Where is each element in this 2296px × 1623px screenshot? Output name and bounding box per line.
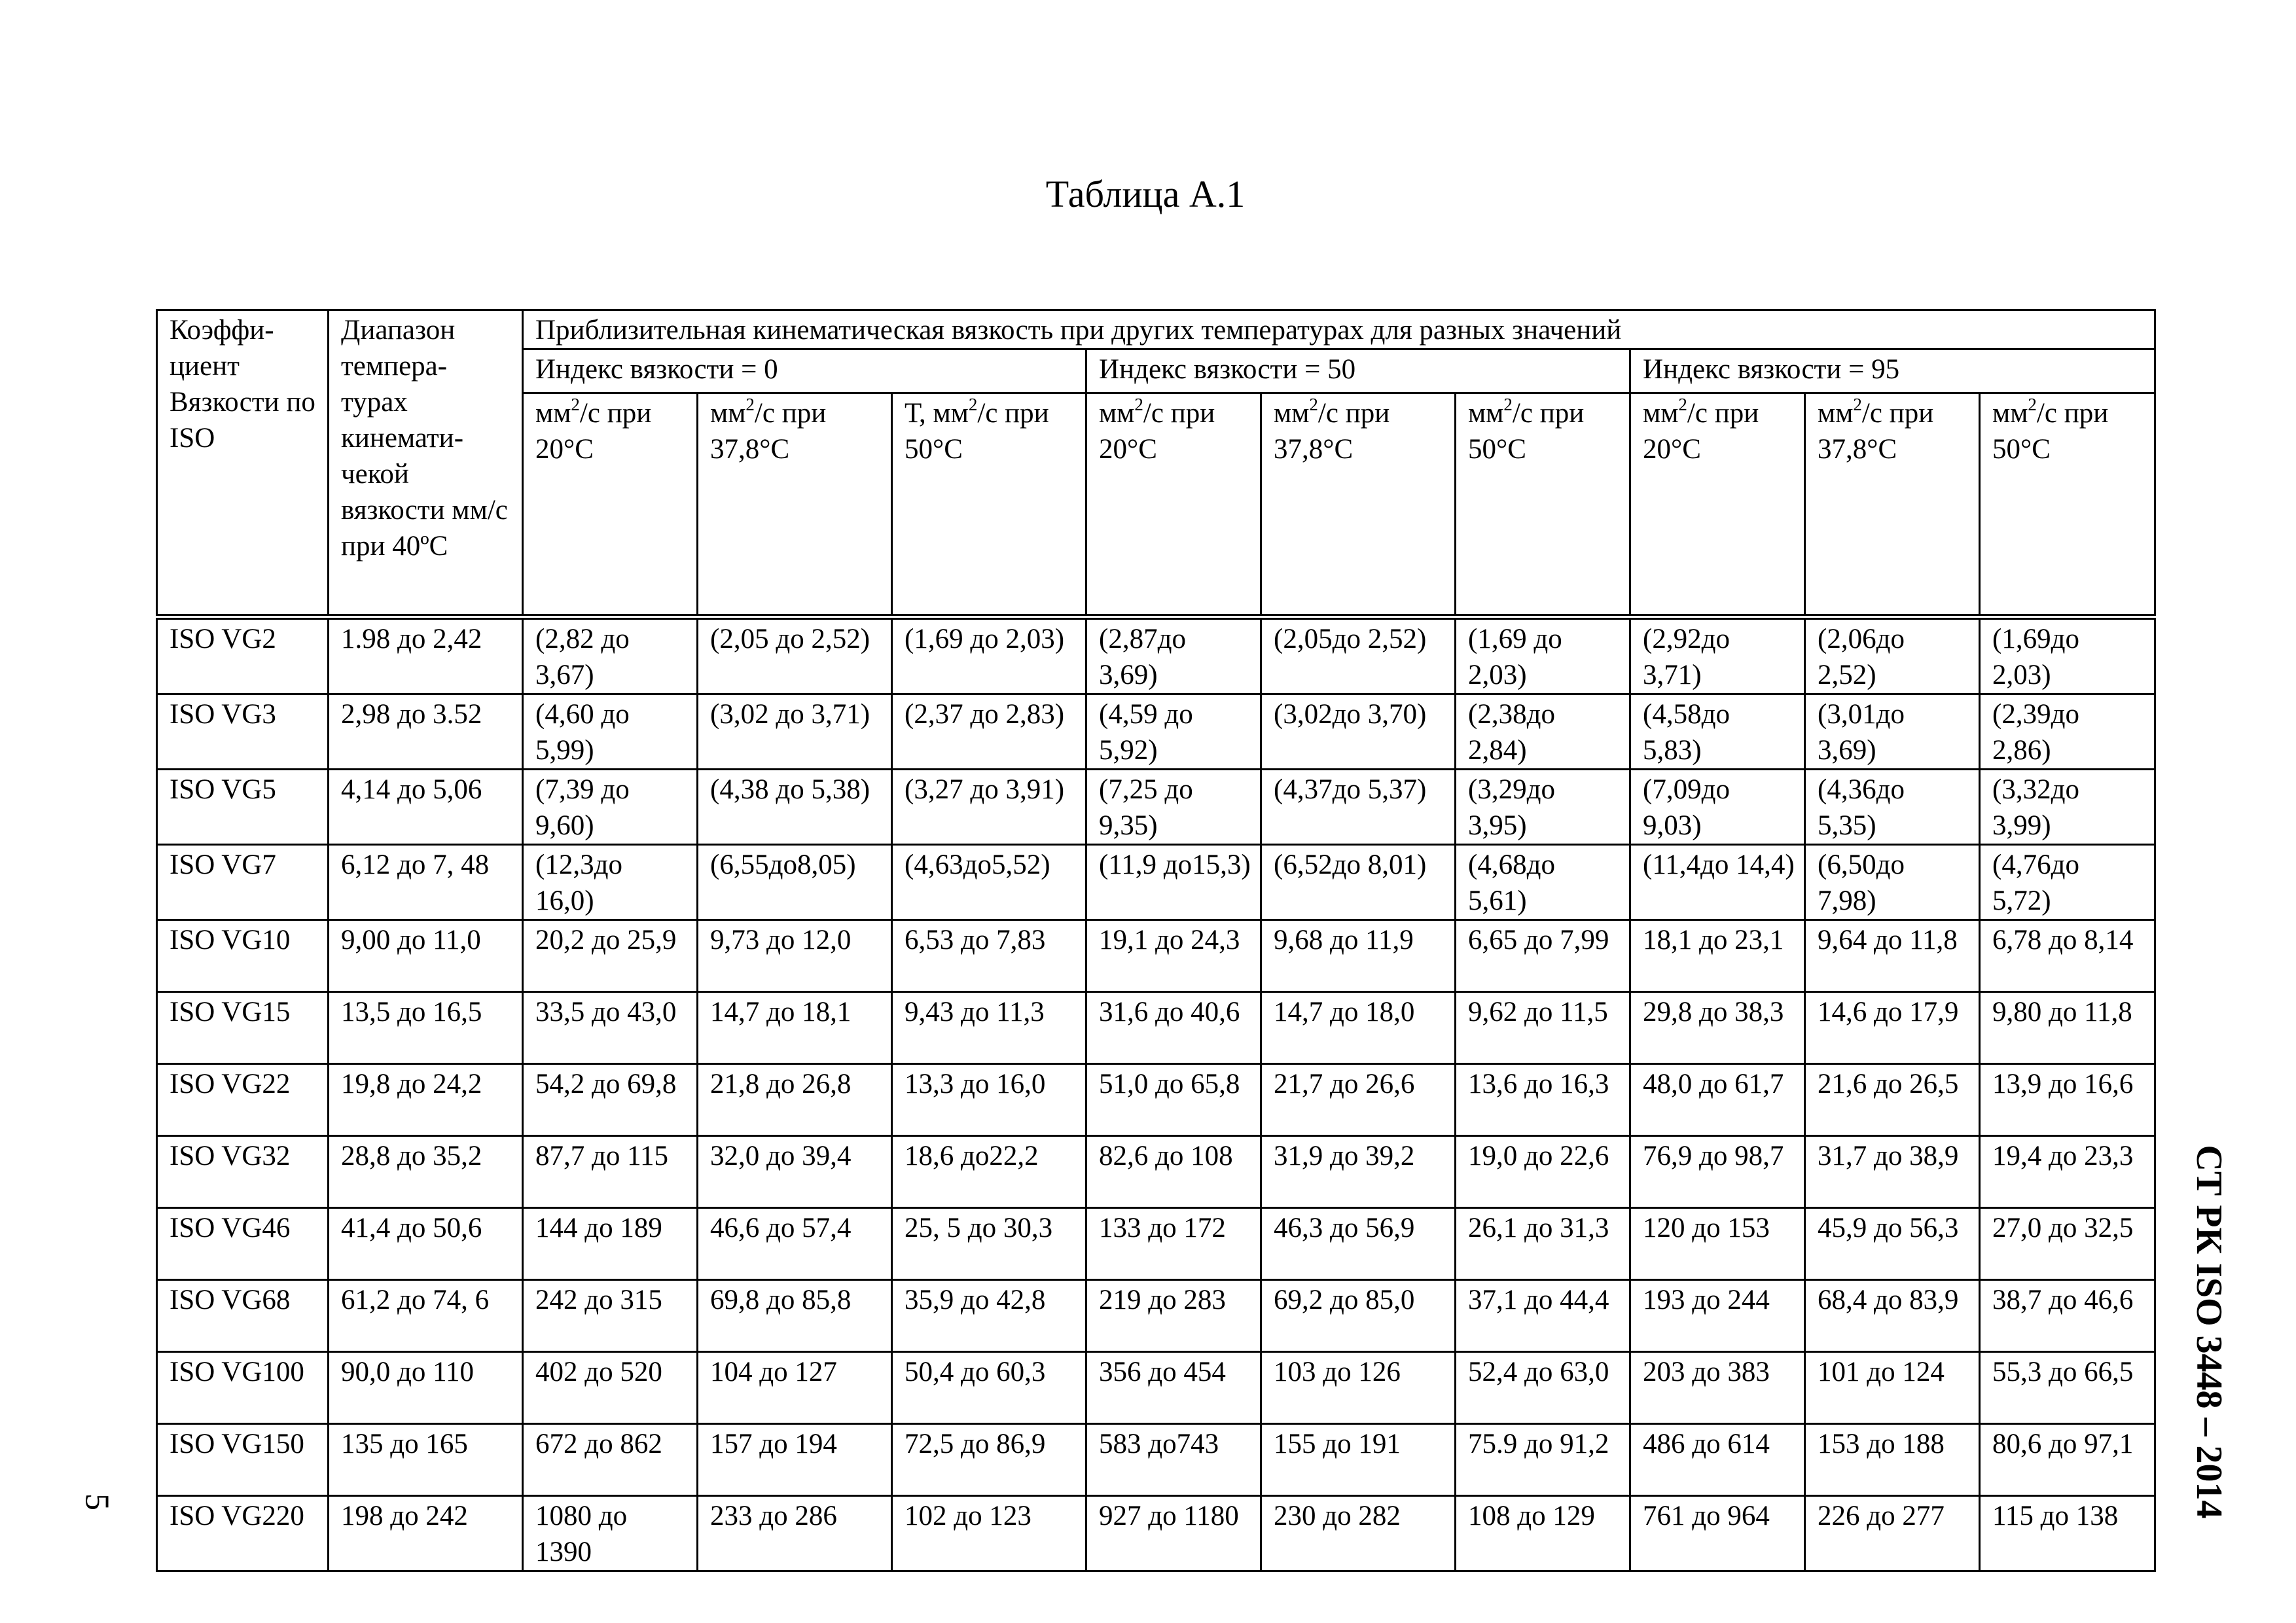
table-cell: 19,0 до 22,6 xyxy=(1456,1136,1630,1208)
table-cell: 28,8 до 35,2 xyxy=(329,1136,523,1208)
table-cell: 9,43 до 11,3 xyxy=(892,992,1086,1064)
table-row xyxy=(157,1064,2155,1136)
table-cell: 144 до 189 xyxy=(523,1208,698,1280)
table-cell: (2,92до 3,71) xyxy=(1630,617,1805,694)
table-cell: (7,25 до 9,35) xyxy=(1086,770,1261,845)
header-temperature-range: Диапазон темпера-турах кинемати-чекой вязкости мм/с при 40ºС xyxy=(329,310,523,617)
table-cell: 927 до 1180 xyxy=(1086,1496,1261,1571)
table-cell: 35,9 до 42,8 xyxy=(892,1280,1086,1352)
table-cell: (6,55до8,05) xyxy=(698,845,892,920)
table-cell: 133 до 172 xyxy=(1086,1208,1261,1280)
table-cell: 2,98 до 3.52 xyxy=(329,694,523,770)
table-cell: 48,0 до 61,7 xyxy=(1630,1064,1805,1136)
table-cell: (3,01до 3,69) xyxy=(1805,694,1980,770)
table-cell: 103 до 126 xyxy=(1261,1352,1456,1424)
table-cell: 356 до 454 xyxy=(1086,1352,1261,1424)
table-cell: (11,9 до15,3) xyxy=(1086,845,1261,920)
table-row xyxy=(157,845,2155,920)
table-row xyxy=(157,1208,2155,1280)
header-unit-cell: $мм^2/с$ при 37,8°С xyxy=(1805,393,1980,617)
table-cell: 120 до 153 xyxy=(1630,1208,1805,1280)
table-row xyxy=(157,1136,2155,1208)
row-label-cell: ISO VG46 xyxy=(157,1208,329,1280)
table-cell: 193 до 244 xyxy=(1630,1280,1805,1352)
row-label-cell: ISO VG68 xyxy=(157,1280,329,1352)
table-cell: 115 до 138 xyxy=(1980,1496,2155,1571)
header-unit-cell: $мм^2/с$ при 37,8°С xyxy=(1261,393,1456,617)
table-cell: 31,6 до 40,6 xyxy=(1086,992,1261,1064)
table-cell: 9,80 до 11,8 xyxy=(1980,992,2155,1064)
table-cell: (2,39до 2,86) xyxy=(1980,694,2155,770)
table-cell: 9,62 до 11,5 xyxy=(1456,992,1630,1064)
table-cell: 9,68 до 11,9 xyxy=(1261,920,1456,992)
table-cell: (4,58до 5,83) xyxy=(1630,694,1805,770)
table-cell: 6,53 до 7,83 xyxy=(892,920,1086,992)
header-unit-cell: $мм^2/с$ при 20°С xyxy=(1086,393,1261,617)
table-row xyxy=(157,1496,2155,1571)
table-cell: 157 до 194 xyxy=(698,1424,892,1496)
viscosity-table xyxy=(156,309,2156,1572)
table-cell: 14,6 до 17,9 xyxy=(1805,992,1980,1064)
table-cell: 101 до 124 xyxy=(1805,1352,1980,1424)
table-cell: 153 до 188 xyxy=(1805,1424,1980,1496)
table-cell: (3,32до 3,99) xyxy=(1980,770,2155,845)
header-unit-cell: $мм^2/с$ при 50°С xyxy=(1456,393,1630,617)
table-cell: 155 до 191 xyxy=(1261,1424,1456,1496)
table-cell: 102 до 123 xyxy=(892,1496,1086,1571)
table-cell: 13,9 до 16,6 xyxy=(1980,1064,2155,1136)
table-cell: (4,60 до 5,99) xyxy=(523,694,698,770)
table-cell: 50,4 до 60,3 xyxy=(892,1352,1086,1424)
table-cell: (2,87до 3,69) xyxy=(1086,617,1261,694)
table-cell: (2,06до 2,52) xyxy=(1805,617,1980,694)
table-cell: 203 до 383 xyxy=(1630,1352,1805,1424)
table-cell: 21,6 до 26,5 xyxy=(1805,1064,1980,1136)
table-cell: (6,50до 7,98) xyxy=(1805,845,1980,920)
table-cell: 233 до 286 xyxy=(698,1496,892,1571)
table-cell: 761 до 964 xyxy=(1630,1496,1805,1571)
table-cell: (7,39 до 9,60) xyxy=(523,770,698,845)
header-vi-50: Индекс вязкости = 50 xyxy=(1086,349,1630,393)
row-label-cell: ISO VG7 xyxy=(157,845,329,920)
table-cell: (3,29до 3,95) xyxy=(1456,770,1630,845)
table-cell: 13,5 до 16,5 xyxy=(329,992,523,1064)
row-label-cell: ISO VG220 xyxy=(157,1496,329,1571)
table-cell: (4,68до 5,61) xyxy=(1456,845,1630,920)
table-cell: 14,7 до 18,1 xyxy=(698,992,892,1064)
table-cell: 9,73 до 12,0 xyxy=(698,920,892,992)
table-body xyxy=(157,617,2155,1571)
table-cell: 31,9 до 39,2 xyxy=(1261,1136,1456,1208)
table-cell: 19,1 до 24,3 xyxy=(1086,920,1261,992)
table-row xyxy=(157,1424,2155,1496)
table-cell: 41,4 до 50,6 xyxy=(329,1208,523,1280)
table-cell: 46,3 до 56,9 xyxy=(1261,1208,1456,1280)
table-cell: 29,8 до 38,3 xyxy=(1630,992,1805,1064)
table-cell: 108 до 129 xyxy=(1456,1496,1630,1571)
header-unit-cell: $мм^2/с$ при 37,8°С xyxy=(698,393,892,617)
table-cell: 219 до 283 xyxy=(1086,1280,1261,1352)
table-cell: (6,52до 8,01) xyxy=(1261,845,1456,920)
row-label-cell: ISO VG22 xyxy=(157,1064,329,1136)
table-cell: (2,05до 2,52) xyxy=(1261,617,1456,694)
row-label-cell: ISO VG5 xyxy=(157,770,329,845)
row-label-cell: ISO VG100 xyxy=(157,1352,329,1424)
document-code-text: СТ РК ISO 3448 – 2014 xyxy=(2189,1145,2229,1519)
table-cell: 68,4 до 83,9 xyxy=(1805,1280,1980,1352)
table-cell: (1,69 до 2,03) xyxy=(1456,617,1630,694)
table-cell: 38,7 до 46,6 xyxy=(1980,1280,2155,1352)
table-cell: (2,38до 2,84) xyxy=(1456,694,1630,770)
table-cell: (7,09до 9,03) xyxy=(1630,770,1805,845)
table-cell: 25, 5 до 30,3 xyxy=(892,1208,1086,1280)
page-number-text: 5 xyxy=(78,1493,116,1510)
table-cell: 46,6 до 57,4 xyxy=(698,1208,892,1280)
row-label-cell: ISO VG3 xyxy=(157,694,329,770)
table-cell: 242 до 315 xyxy=(523,1280,698,1352)
table-cell: 230 до 282 xyxy=(1261,1496,1456,1571)
table-cell: (4,38 до 5,38) xyxy=(698,770,892,845)
table-cell: 90,0 до 110 xyxy=(329,1352,523,1424)
table-row xyxy=(157,617,2155,694)
table-cell: 61,2 до 74, 6 xyxy=(329,1280,523,1352)
table-cell: 6,12 до 7, 48 xyxy=(329,845,523,920)
table-cell: (3,02 до 3,71) xyxy=(698,694,892,770)
table-cell: 13,6 до 16,3 xyxy=(1456,1064,1630,1136)
table-cell: (12,3до 16,0) xyxy=(523,845,698,920)
table-cell: 13,3 до 16,0 xyxy=(892,1064,1086,1136)
table-cell: 80,6 до 97,1 xyxy=(1980,1424,2155,1496)
table-cell: 72,5 до 86,9 xyxy=(892,1424,1086,1496)
header-vi-0: Индекс вязкости = 0 xyxy=(523,349,1086,393)
header-unit-cell: Т, $мм^2/с$ при 50°С xyxy=(892,393,1086,617)
table-cell: 1080 до 1390 xyxy=(523,1496,698,1571)
table-cell: 104 до 127 xyxy=(698,1352,892,1424)
table-cell: 75.9 до 91,2 xyxy=(1456,1424,1630,1496)
row-label-cell: ISO VG10 xyxy=(157,920,329,992)
table-cell: (1,69до 2,03) xyxy=(1980,617,2155,694)
header-row xyxy=(157,310,2155,349)
table-cell: (4,76до 5,72) xyxy=(1980,845,2155,920)
page-title: Таблица А.1 xyxy=(1045,173,1246,215)
table-cell: 583 до743 xyxy=(1086,1424,1261,1496)
header-unit-cell: $мм^2/с$ при 50°С xyxy=(1980,393,2155,617)
table-cell: 33,5 до 43,0 xyxy=(523,992,698,1064)
table-cell: 26,1 до 31,3 xyxy=(1456,1208,1630,1280)
table-cell: (4,36до 5,35) xyxy=(1805,770,1980,845)
table-cell: 76,9 до 98,7 xyxy=(1630,1136,1805,1208)
header-unit-cell: $мм^2/с$ при 20°С xyxy=(523,393,698,617)
table-cell: 6,65 до 7,99 xyxy=(1456,920,1630,992)
table-row xyxy=(157,992,2155,1064)
row-label-cell: ISO VG15 xyxy=(157,992,329,1064)
table-cell: 27,0 до 32,5 xyxy=(1980,1208,2155,1280)
table-cell: (4,59 до 5,92) xyxy=(1086,694,1261,770)
table-cell: 69,2 до 85,0 xyxy=(1261,1280,1456,1352)
table-cell: 14,7 до 18,0 xyxy=(1261,992,1456,1064)
row-label-cell: ISO VG150 xyxy=(157,1424,329,1496)
table-row xyxy=(157,694,2155,770)
table-cell: 21,8 до 26,8 xyxy=(698,1064,892,1136)
table-cell: (2,05 до 2,52) xyxy=(698,617,892,694)
table-cell: 87,7 до 115 xyxy=(523,1136,698,1208)
table-row xyxy=(157,920,2155,992)
page-number xyxy=(77,1476,117,1528)
table-cell: (11,4до 14,4) xyxy=(1630,845,1805,920)
table-cell: 21,7 до 26,6 xyxy=(1261,1064,1456,1136)
table-cell: 4,14 до 5,06 xyxy=(329,770,523,845)
table-cell: 51,0 до 65,8 xyxy=(1086,1064,1261,1136)
table-cell: 37,1 до 44,4 xyxy=(1456,1280,1630,1352)
table-cell: (3,27 до 3,91) xyxy=(892,770,1086,845)
table-cell: 19,8 до 24,2 xyxy=(329,1064,523,1136)
table-cell: (1,69 до 2,03) xyxy=(892,617,1086,694)
row-label-cell: ISO VG32 xyxy=(157,1136,329,1208)
table-cell: (3,02до 3,70) xyxy=(1261,694,1456,770)
table-cell: 69,8 до 85,8 xyxy=(698,1280,892,1352)
table-cell: 226 до 277 xyxy=(1805,1496,1980,1571)
header-approx-viscosity: Приблизительная кинематическая вязкость при других температурах для разных значений xyxy=(523,310,2155,349)
table-row xyxy=(157,1352,2155,1424)
header-vi-95: Индекс вязкости = 95 xyxy=(1630,349,2155,393)
table-cell: 18,6 до22,2 xyxy=(892,1136,1086,1208)
table-cell: 9,00 до 11,0 xyxy=(329,920,523,992)
table-cell: 52,4 до 63,0 xyxy=(1456,1352,1630,1424)
header-iso-coefficient: Коэффи-циент Вязкости по ISO xyxy=(157,310,329,617)
table-cell: 20,2 до 25,9 xyxy=(523,920,698,992)
table-cell: 672 до 862 xyxy=(523,1424,698,1496)
row-label-cell: ISO VG2 xyxy=(157,617,329,694)
table-cell: 135 до 165 xyxy=(329,1424,523,1496)
table-cell: 402 до 520 xyxy=(523,1352,698,1424)
table-cell: 18,1 до 23,1 xyxy=(1630,920,1805,992)
table-cell: 19,4 до 23,3 xyxy=(1980,1136,2155,1208)
document-code xyxy=(2130,1116,2287,1548)
table-cell: 9,64 до 11,8 xyxy=(1805,920,1980,992)
table-cell: 54,2 до 69,8 xyxy=(523,1064,698,1136)
table-cell: (2,82 до 3,67) xyxy=(523,617,698,694)
table-cell: 486 до 614 xyxy=(1630,1424,1805,1496)
table-cell: 32,0 до 39,4 xyxy=(698,1136,892,1208)
table-cell: 1.98 до 2,42 xyxy=(329,617,523,694)
table-cell: 82,6 до 108 xyxy=(1086,1136,1261,1208)
table-cell: 45,9 до 56,3 xyxy=(1805,1208,1980,1280)
table-cell: 31,7 до 38,9 xyxy=(1805,1136,1980,1208)
table-cell: (2,37 до 2,83) xyxy=(892,694,1086,770)
table-cell: (4,37до 5,37) xyxy=(1261,770,1456,845)
table-row xyxy=(157,1280,2155,1352)
table-cell: 55,3 до 66,5 xyxy=(1980,1352,2155,1424)
table-cell: 198 до 242 xyxy=(329,1496,523,1571)
table-cell: 6,78 до 8,14 xyxy=(1980,920,2155,992)
table-row xyxy=(157,770,2155,845)
header-unit-cell: $мм^2/с$ при 20°С xyxy=(1630,393,1805,617)
table-cell: (4,63до5,52) xyxy=(892,845,1086,920)
